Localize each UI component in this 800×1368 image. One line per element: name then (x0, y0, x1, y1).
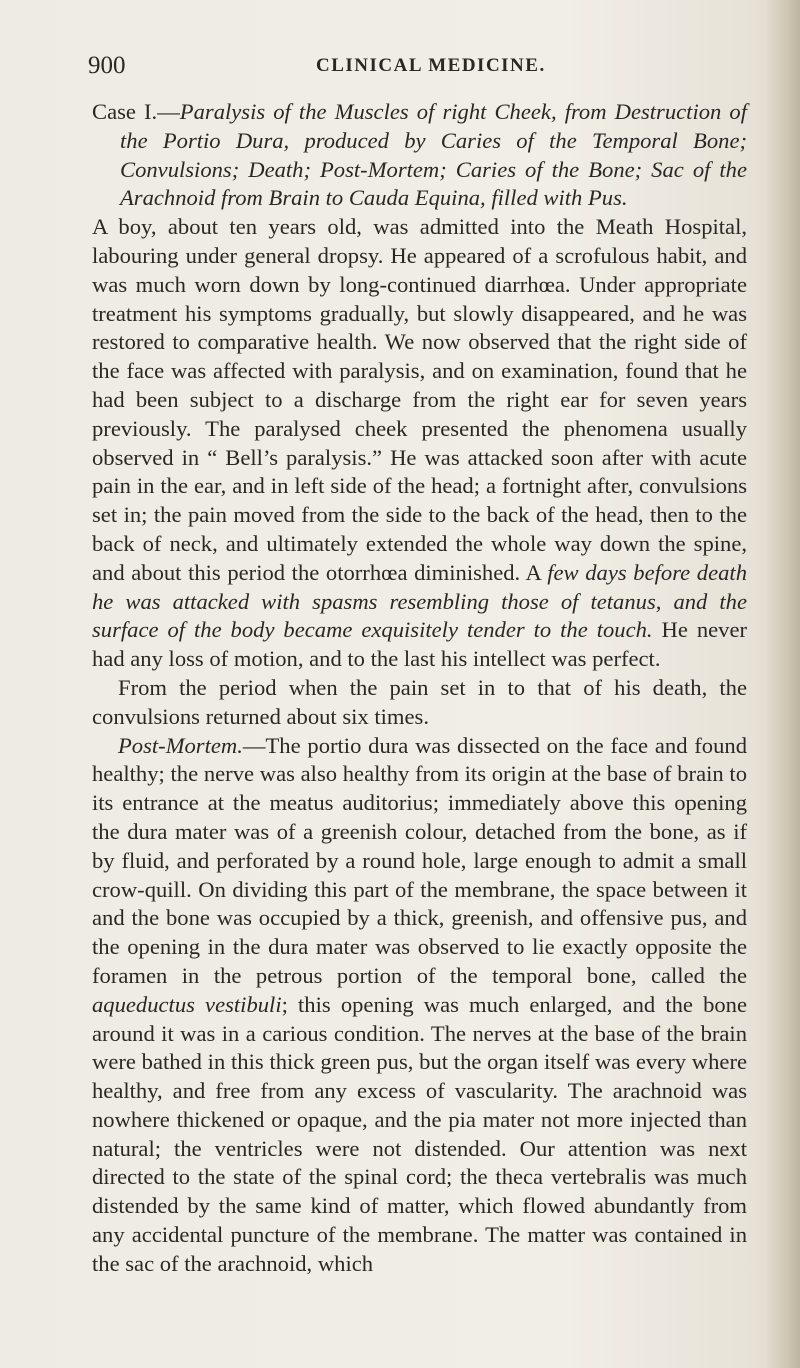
paragraph-history (92, 213, 747, 674)
history-end-text: He never had any loss of motion, and to the last his intellect was perfect. (92, 617, 747, 672)
case-label: Case I.— (92, 99, 180, 124)
history-text: A boy, about ten years old, was admitted into the Meath Hospital, labouring under general dropsy. He appeared of a scrofulous habit, and was much worn down by long-continued diarrhœa. Under appropriate treatment his symptoms gradually, but slowly disappeared, and he was restored to comparative health. We now observed that the right side of the face was affected with paralysis, and on examination, found that he had been subject to a discharge from the right ear for seven years previously. The paralysed cheek presented the phenomena usually observed in “ Bell’s paralysis.” He was attacked soon after with acute pain in the ear, and in left side of the head; a fortnight after, convulsions set in; the pain moved from the side to the back of the head, then to the back of neck, and ultimately extended the whole way down the spine, and about this period the otorrhœa diminished. A (92, 214, 747, 585)
paragraph-post-mortem (92, 732, 747, 1279)
post-mortem-label: Post-Mortem. (118, 732, 243, 758)
case-title: Paralysis of the Muscles of right Cheek, from Destruction of the Portio Dura, produced by Caries of the Temporal Bone; Convulsions; Death; Post-Mortem; Caries of the Bone; Sac of the Arachnoid from Brain to Cauda Equina, filled with Pus. (120, 99, 747, 211)
running-head: CLINICAL MEDICINE. (316, 55, 546, 76)
paragraph-convulsions: From the period when the pain set in to that of his death, the convulsions returned about six times. (92, 674, 747, 729)
aqueductus-term: aqueductus vestibuli (92, 991, 282, 1017)
text-block (92, 98, 747, 1279)
page-number: 900 (88, 52, 126, 79)
page-header (88, 52, 728, 82)
case-heading (92, 98, 747, 213)
post-mortem-text: —The portio dura was dissected on the face and found healthy; the nerve was also healthy from its origin at the base of brain to its entrance at the meatus auditorius; immediately above this opening the dura mater was of a greenish colour, detached from the bone, as if by fluid, and perforated by a round hole, large enough to admit a small crow-quill. On dividing this part of the membrane, the space between it and the bone was occupied by a thick, greenish, and offensive pus, and the opening in the dura mater was observed to lie exactly opposite the foramen in the petrous portion of the temporal bone, called the (92, 732, 747, 988)
page-edge-shadow (766, 0, 800, 1368)
post-mortem-end-text: ; this opening was much enlarged, and the bone around it was in a carious condition. The nerves at the base of the brain were bathed in this thick green pus, but the organ itself was every where healthy, and free from any excess of vascularity. The arachnoid was nowhere thickened or opaque, and the pia mater not more injected than natural; the ventricles were not distended. Our attention was next directed to the state of the spinal cord; the theca vertebralis was much distended by the same kind of matter, which flowed abundantly from any accidental puncture of the membrane. The matter was contained in the sac of the arachnoid, which (92, 991, 747, 1276)
history-italic-text: few days before death he was attacked with spasms resembling those of tetanus, and the surface of the body became exquisitely tender to the touch. (92, 559, 747, 643)
